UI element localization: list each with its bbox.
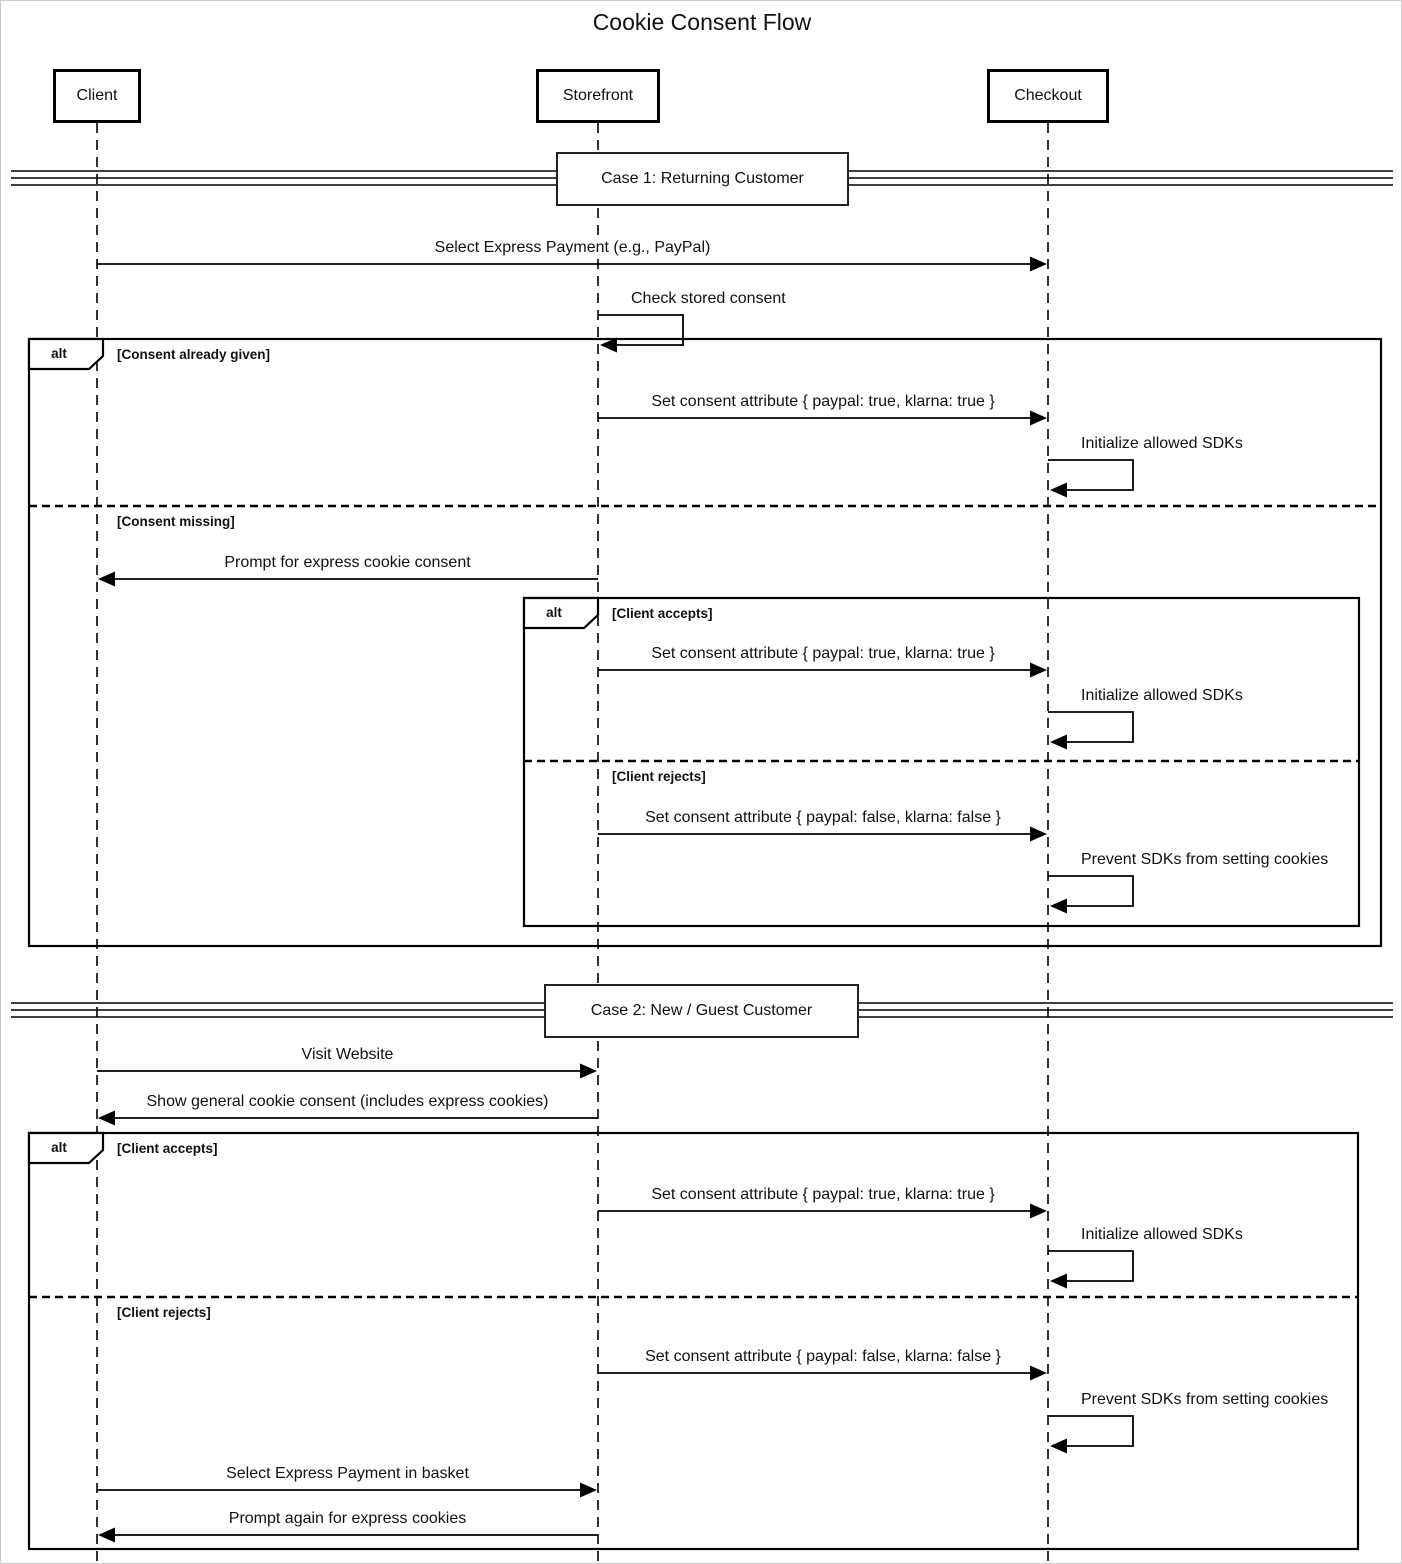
message-label: Prompt for express cookie consent (221, 552, 473, 573)
message-arrowhead (1030, 411, 1047, 426)
self-message-label: Prevent SDKs from setting cookies (1078, 849, 1331, 870)
message-arrowhead (1030, 257, 1047, 272)
self-message-label: Initialize allowed SDKs (1078, 1224, 1246, 1245)
self-message-arrowhead (1050, 735, 1067, 750)
message-arrowhead (580, 1483, 597, 1498)
message-label: Set consent attribute { paypal: true, klarna: true } (648, 391, 997, 412)
self-message-arrowhead (1050, 1439, 1067, 1454)
self-message-arrowhead (1050, 1274, 1067, 1289)
self-message-label: Initialize allowed SDKs (1078, 685, 1246, 706)
self-message-label: Check stored consent (628, 288, 789, 309)
message-arrowhead (98, 1111, 115, 1126)
message-label: Show general cookie consent (includes express cookies) (144, 1091, 552, 1112)
self-message-label: Initialize allowed SDKs (1078, 433, 1246, 454)
alt-condition-label: [Consent already given] (117, 347, 271, 362)
alt-condition-label: [Consent missing] (117, 514, 235, 529)
alt-frame-operator: alt (546, 605, 562, 620)
alt-frame-operator: alt (51, 1140, 67, 1155)
section-divider-label-1: Case 1: Returning Customer (556, 152, 849, 206)
actor-box-checkout: Checkout (987, 69, 1109, 123)
message-arrowhead (1030, 1366, 1047, 1381)
message-arrowhead (98, 1528, 115, 1543)
message-label: Select Express Payment (e.g., PayPal) (432, 237, 714, 258)
self-message-arrowhead (1050, 899, 1067, 914)
self-message-arrowhead (1050, 483, 1067, 498)
alt-condition-label: [Client rejects] (612, 769, 706, 784)
message-label: Prompt again for express cookies (226, 1508, 469, 1529)
message-label: Set consent attribute { paypal: true, klarna: true } (648, 1184, 997, 1205)
alt-condition-label: [Client rejects] (117, 1305, 211, 1320)
actor-box-client: Client (53, 69, 141, 123)
message-label: Set consent attribute { paypal: false, klarna: false } (642, 807, 1004, 828)
section-divider-label-2: Case 2: New / Guest Customer (544, 984, 859, 1038)
message-label: Select Express Payment in basket (223, 1463, 472, 1484)
actor-box-storefront: Storefront (536, 69, 660, 123)
self-message-label: Prevent SDKs from setting cookies (1078, 1389, 1331, 1410)
message-label: Visit Website (299, 1044, 397, 1065)
message-arrowhead (1030, 1204, 1047, 1219)
alt-frame-operator: alt (51, 346, 67, 361)
diagram-title: Cookie Consent Flow (592, 9, 812, 35)
message-arrowhead (1030, 663, 1047, 678)
alt-condition-label: [Client accepts] (117, 1141, 218, 1156)
alt-condition-label: [Client accepts] (612, 606, 713, 621)
message-arrowhead (1030, 827, 1047, 842)
message-arrowhead (98, 572, 115, 587)
message-label: Set consent attribute { paypal: true, klarna: true } (648, 643, 997, 664)
message-arrowhead (580, 1064, 597, 1079)
message-label: Set consent attribute { paypal: false, klarna: false } (642, 1346, 1004, 1367)
